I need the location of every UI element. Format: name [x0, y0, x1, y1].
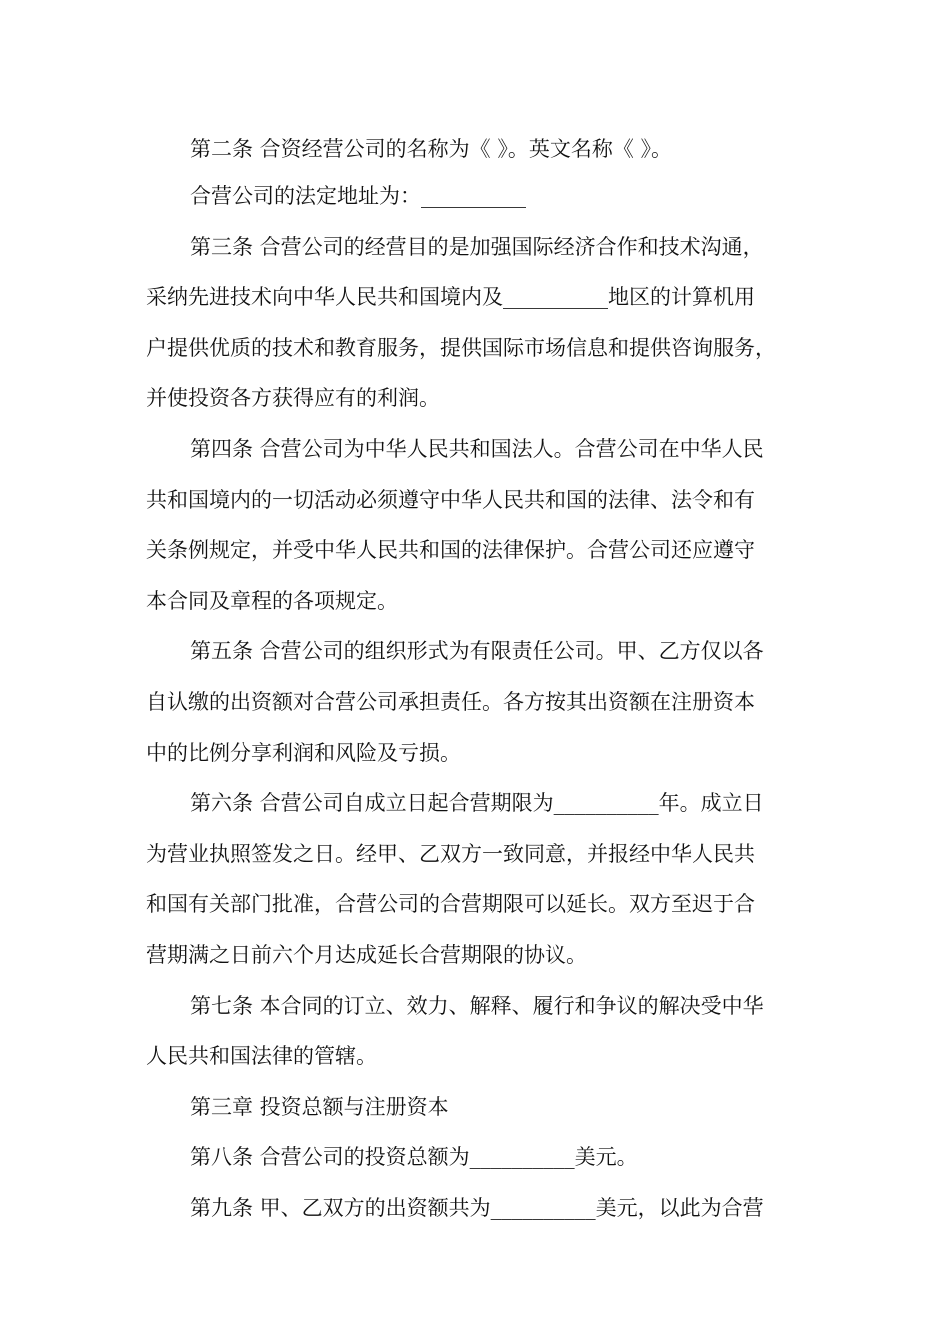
article-4-line-4: 本合同及章程的各项规定。 [146, 588, 398, 613]
article-7-line-2: 人民共和国法律的管辖。 [146, 1044, 377, 1069]
article-5-line-3: 中的比例分享利润和风险及亏损。 [146, 740, 461, 765]
article-2-line: 第二条 合资经营公司的名称为《 》。英文名称《 》。 [190, 137, 673, 161]
article-3-line-2: 采纳先进技术向中华人民共和国境内及__________地区的计算机用 [146, 285, 755, 310]
article-8-line: 第八条 合营公司的投资总额为__________美元。 [190, 1145, 638, 1170]
article-4-line-2: 共和国境内的一切活动必须遵守中华人民共和国的法律、法令和有 [146, 487, 755, 512]
article-4-line-3: 关条例规定，并受中华人民共和国的法律保护。合营公司还应遵守 [146, 538, 755, 563]
article-6-line-1: 第六条 合营公司自成立日起合营期限为__________年。成立日 [190, 791, 764, 816]
article-6-line-4: 营期满之日前六个月达成延长合营期限的协议。 [146, 942, 587, 967]
article-3-line-1: 第三条 合营公司的经营目的是加强国际经济合作和技术沟通， [190, 234, 764, 259]
legal-address-line: 合营公司的法定地址为：__________ [190, 184, 526, 208]
article-5-line-1: 第五条 合营公司的组织形式为有限责任公司。甲、乙方仅以各 [190, 639, 764, 664]
article-5-line-2: 自认缴的出资额对合营公司承担责任。各方按其出资额在注册资本 [146, 689, 755, 714]
chapter-3-heading: 第三章 投资总额与注册资本 [190, 1094, 449, 1119]
document-page [146, 128, 810, 1233]
article-7-line-1: 第七条 本合同的订立、效力、解释、履行和争议的解决受中华 [190, 993, 764, 1018]
article-6-line-2: 为营业执照签发之日。经甲、乙双方一致同意，并报经中华人民共 [146, 841, 755, 866]
article-3-line-3: 户提供优质的技术和教育服务，提供国际市场信息和提供咨询服务， [146, 335, 776, 360]
article-3-line-4: 并使投资各方获得应有的利润。 [146, 386, 440, 411]
article-6-line-3: 和国有关部门批准，合营公司的合营期限可以延长。双方至迟于合 [146, 892, 755, 917]
article-4-line-1: 第四条 合营公司为中华人民共和国法人。合营公司在中华人民 [190, 436, 764, 461]
article-9-line-1: 第九条 甲、乙双方的出资额共为__________美元，以此为合营 [190, 1195, 764, 1220]
